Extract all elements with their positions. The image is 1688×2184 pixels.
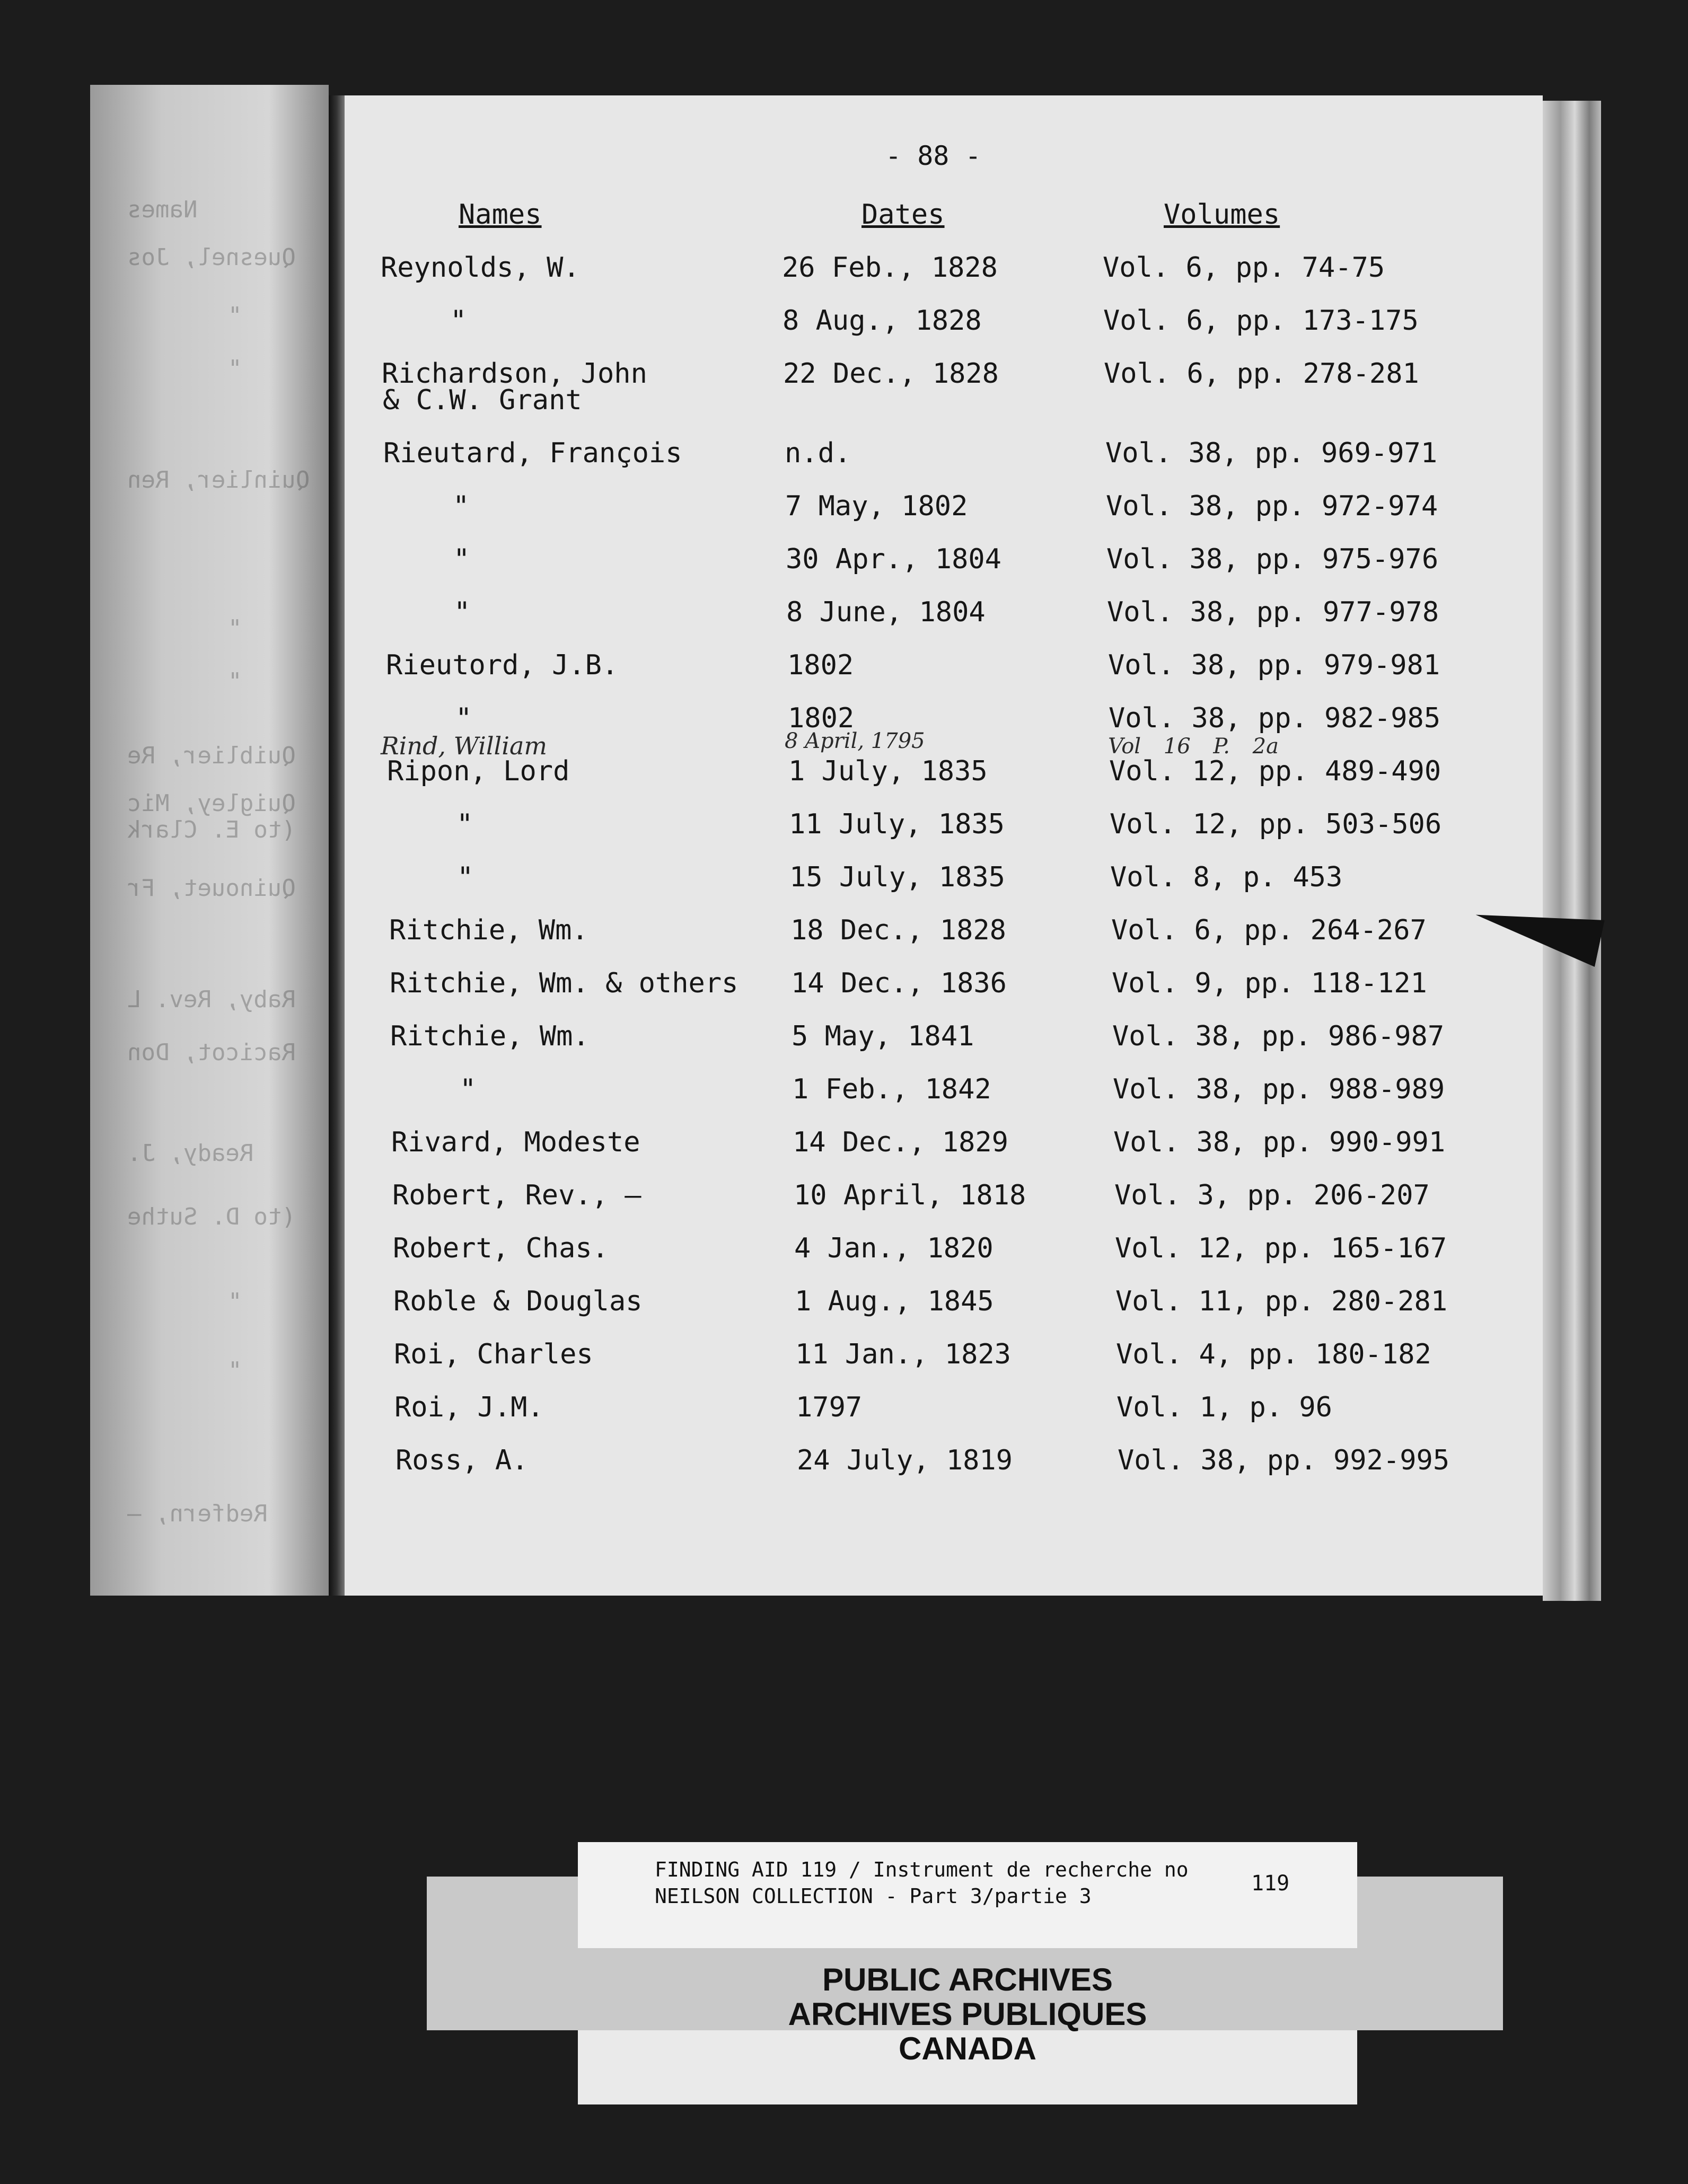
entry-name: " <box>457 861 474 893</box>
facing-page-text: " <box>228 615 242 642</box>
facing-page-text: (to E. Clark <box>127 816 296 843</box>
entry-name: Ritchie, Wm. & others <box>390 967 738 999</box>
entry-volume: Vol. 38, pp. 972-974 <box>1106 490 1438 522</box>
entry-volume: Vol. 6, pp. 173-175 <box>1103 305 1419 337</box>
book-gutter <box>329 95 345 1596</box>
archives-name-fr: ARCHIVES PUBLIQUES <box>788 1996 1147 2032</box>
entry-date: 11 Jan., 1823 <box>795 1338 1011 1370</box>
entry-volume: Vol. 12, pp. 503-506 <box>1110 808 1442 840</box>
entry-name: Rivard, Modeste <box>391 1126 640 1158</box>
entry-volume: Vol. 38, pp. 982-985 <box>1109 702 1441 734</box>
entry-date: 4 Jan., 1820 <box>794 1232 994 1264</box>
document-page <box>345 95 1543 1596</box>
entry-name: " <box>460 1073 477 1105</box>
entry-name: " <box>456 808 473 840</box>
entry-volume: Vol. 1, p. 96 <box>1116 1392 1332 1423</box>
entry-name: Rieutard, François <box>383 437 682 469</box>
entry-date: 18 Dec., 1828 <box>790 914 1006 946</box>
entry-date: 1802 <box>787 649 854 681</box>
dates-header: Dates <box>861 199 945 231</box>
page-edges <box>1543 101 1601 1601</box>
entry-name: Ritchie, Wm. <box>390 1020 590 1052</box>
entry-volume: Vol. 38, pp. 975-976 <box>1106 543 1439 575</box>
entry-volume: Vol. 38, pp. 977-978 <box>1107 596 1439 628</box>
entry-date: 8 Aug., 1828 <box>783 305 982 337</box>
handwritten-name: Rind, William <box>381 732 548 760</box>
entry-date: 11 July, 1835 <box>789 808 1005 840</box>
entry-name: & C.W. Grant <box>383 384 582 416</box>
facing-page-text: Quinlier, Ren <box>127 466 310 494</box>
finding-aid-line-1: FINDING AID 119 / Instrument de recherche no <box>655 1858 1189 1881</box>
entry-name: Robert, Rev., — <box>392 1179 641 1211</box>
entry-volume: Vol. 38, pp. 992-995 <box>1118 1445 1450 1476</box>
entry-volume: Vol. 38, pp. 986-987 <box>1112 1020 1445 1052</box>
entry-name: Ross, A. <box>395 1445 529 1476</box>
facing-page-text: (to D. Suthe <box>127 1203 296 1230</box>
entry-date: 5 May, 1841 <box>792 1020 974 1052</box>
entry-volume: Vol. 12, pp. 165-167 <box>1115 1232 1447 1264</box>
entry-date: 10 April, 1818 <box>794 1179 1026 1211</box>
entry-name: " <box>455 702 472 734</box>
entry-date: 1797 <box>796 1392 863 1423</box>
facing-page-text: Quiblier, Re <box>127 742 296 769</box>
entry-name: Ritchie, Wm. <box>389 914 588 946</box>
entry-date: 22 Dec., 1828 <box>783 358 999 390</box>
entry-volume: Vol. 38, pp. 979-981 <box>1108 649 1440 681</box>
entry-name: Reynolds, W. <box>381 252 580 284</box>
facing-page-text: Racicot, Don <box>127 1039 296 1066</box>
facing-page-text: Quinouet, Fr <box>127 875 296 902</box>
entry-date: 15 July, 1835 <box>789 861 1005 893</box>
entry-date: 26 Feb., 1828 <box>782 252 998 284</box>
entry-name: Roble & Douglas <box>393 1285 643 1317</box>
facing-page-text: Raby, Rev. L <box>127 986 296 1013</box>
entry-name: Roi, Charles <box>394 1338 593 1370</box>
entry-name: " <box>453 490 470 522</box>
entry-volume: Vol. 11, pp. 280-281 <box>1115 1285 1448 1317</box>
entry-volume: Vol. 38, pp. 969-971 <box>1105 437 1438 469</box>
entry-date: 8 June, 1804 <box>786 596 986 628</box>
entry-date: 1 Feb., 1842 <box>792 1073 991 1105</box>
entry-date: 14 Dec., 1836 <box>791 967 1007 999</box>
facing-page-text: Ready, J. <box>127 1140 254 1167</box>
facing-page-text: " <box>228 1288 242 1315</box>
entry-name: " <box>454 596 471 628</box>
finding-aid-number: 119 <box>1251 1871 1290 1896</box>
names-header: Names <box>459 199 542 231</box>
facing-page-text: " <box>228 355 242 382</box>
entry-date: 14 Dec., 1829 <box>793 1126 1008 1158</box>
entry-name: " <box>453 543 470 575</box>
entry-date: 1802 <box>788 702 855 734</box>
entry-date: n.d. <box>785 437 851 469</box>
entry-volume: Vol. 8, p. 453 <box>1110 861 1343 893</box>
entry-name: Richardson, John <box>382 358 647 390</box>
entry-volume: Vol. 6, pp. 264-267 <box>1111 914 1427 946</box>
facing-page-text: Names <box>127 196 198 223</box>
entry-name: Roi, J.M. <box>394 1392 544 1423</box>
entry-date: 24 July, 1819 <box>797 1445 1013 1476</box>
entry-date: 7 May, 1802 <box>785 490 968 522</box>
volumes-header: Volumes <box>1164 199 1280 231</box>
facing-page-text: Quigley, Mic <box>127 790 296 817</box>
entry-date: 1 July, 1835 <box>788 755 988 787</box>
entry-volume: Vol. 38, pp. 990-991 <box>1113 1126 1446 1158</box>
entry-volume: Vol. 38, pp. 988-989 <box>1113 1073 1445 1105</box>
facing-page-text: " <box>228 302 242 329</box>
entry-date: 1 Aug., 1845 <box>795 1285 994 1317</box>
archives-country: CANADA <box>899 2031 1036 2066</box>
entry-volume: Vol. 12, pp. 489-490 <box>1109 755 1441 787</box>
handwritten-volume: Vol 16 P. 2a <box>1108 734 1279 759</box>
facing-page-text: " <box>228 1357 242 1384</box>
facing-page <box>90 85 329 1596</box>
facing-page-text: Quesnel, Jos <box>127 244 296 271</box>
handwritten-date: 8 April, 1795 <box>785 729 925 753</box>
entry-name: " <box>450 305 467 337</box>
facing-page-text: Redfern, — <box>127 1500 268 1527</box>
entry-volume: Vol. 9, pp. 118-121 <box>1112 967 1427 999</box>
entry-name: Rieutord, J.B. <box>386 649 619 681</box>
entry-volume: Vol. 4, pp. 180-182 <box>1116 1338 1431 1370</box>
page-number: - 88 - <box>885 140 981 171</box>
entry-volume: Vol. 6, pp. 278-281 <box>1104 358 1419 390</box>
archives-name-en: PUBLIC ARCHIVES <box>822 1962 1113 1997</box>
facing-page-text: " <box>228 668 242 695</box>
finding-aid-line-2: NEILSON COLLECTION - Part 3/partie 3 <box>655 1884 1092 1908</box>
entry-date: 30 Apr., 1804 <box>786 543 1001 575</box>
entry-volume: Vol. 3, pp. 206-207 <box>1114 1179 1430 1211</box>
entry-volume: Vol. 6, pp. 74-75 <box>1103 252 1385 284</box>
entry-name: Robert, Chas. <box>393 1232 609 1264</box>
entry-name: Ripon, Lord <box>387 755 570 787</box>
